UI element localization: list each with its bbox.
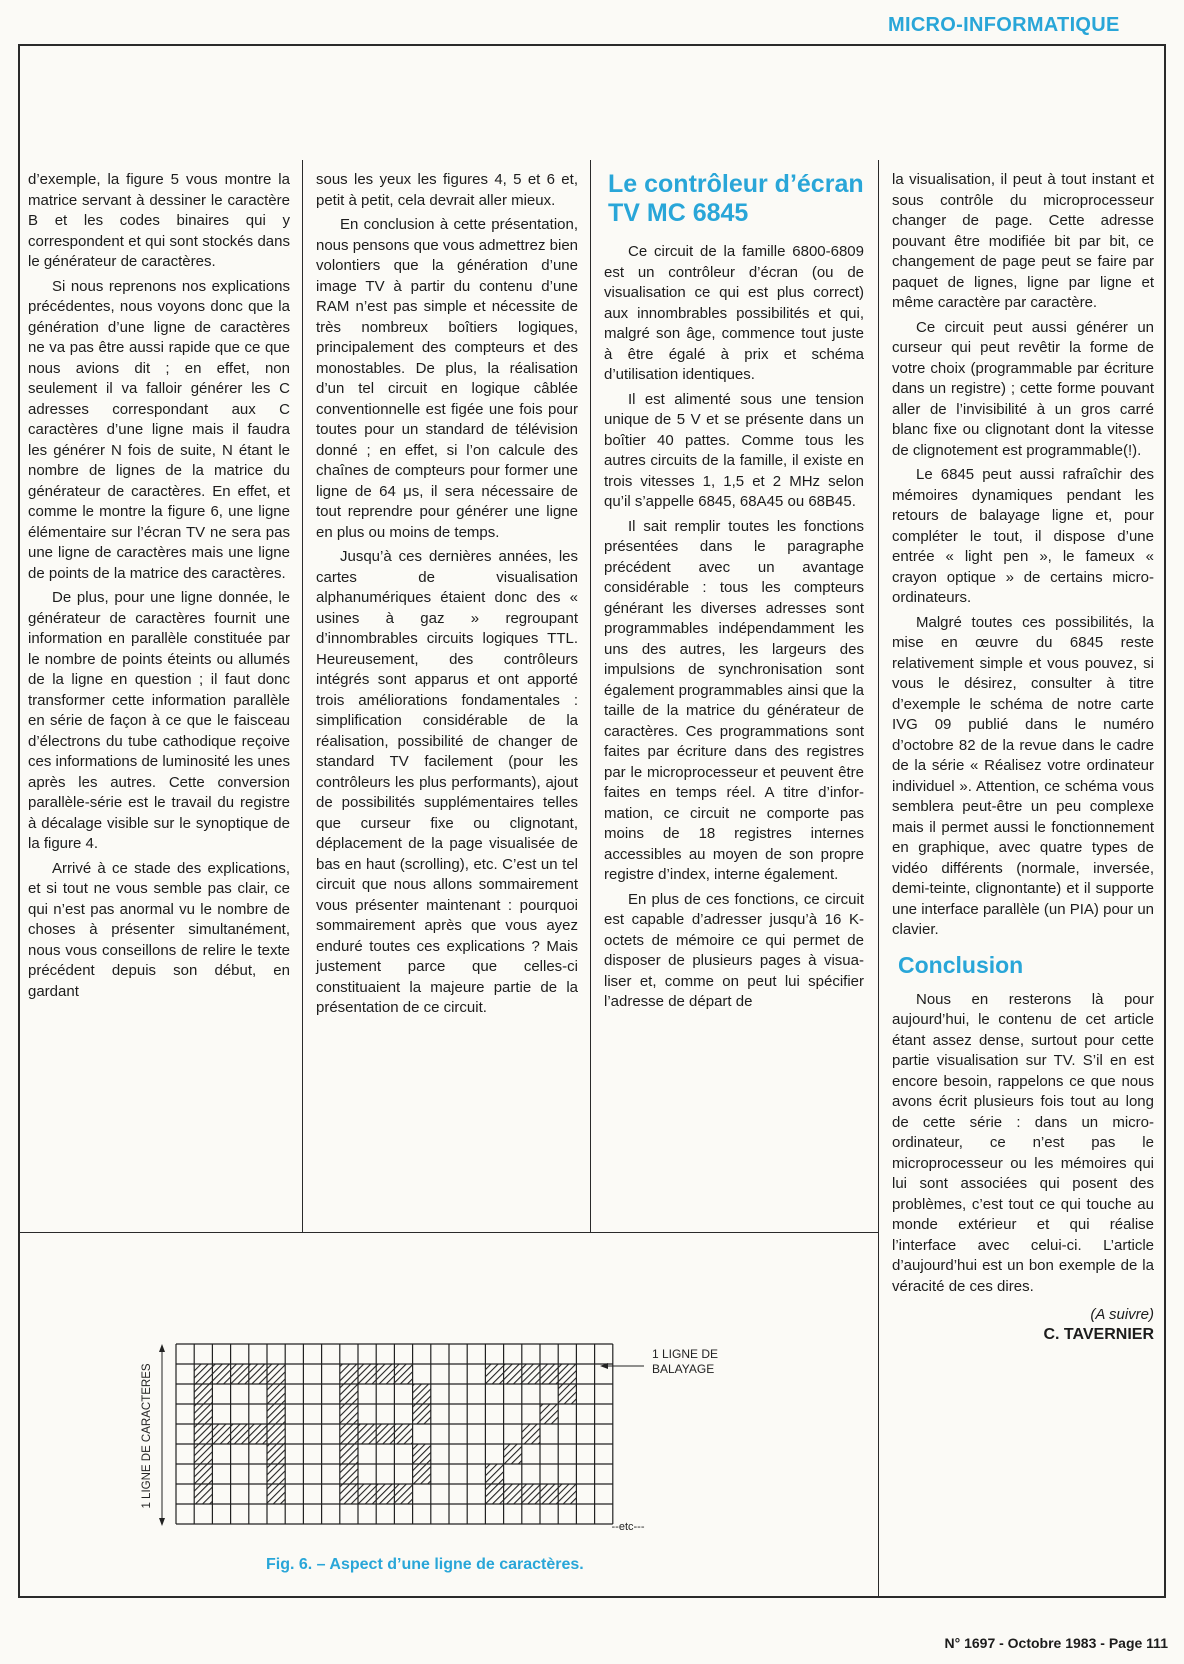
lit-pixel-cell [394, 1364, 412, 1384]
lit-pixel-cell [249, 1364, 267, 1384]
lit-pixel-cell [249, 1424, 267, 1444]
scan-line-label: BALAYAGE [652, 1362, 715, 1376]
lit-pixel-cell [504, 1364, 522, 1384]
paragraph: Arrivé à ce stade des explications, et si tout ne vous semble pas clair, ce qui n’est pas anormal vu le nombre de choses à présenter simultanément, nous vous conseillons de relire le texte précédent depuis son début, en gardant [28, 859, 290, 1000]
lit-pixel-cell [267, 1464, 285, 1484]
lit-pixel-cell [194, 1464, 212, 1484]
lit-pixel-cell [340, 1444, 358, 1464]
lit-pixel-cell [558, 1484, 576, 1504]
lit-pixel-cell [231, 1364, 249, 1384]
page-footer: N° 1697 - Octobre 1983 - Page 111 [944, 1635, 1168, 1651]
lit-pixel-cell [540, 1484, 558, 1504]
column-4 [892, 170, 1154, 1345]
column-rule-2 [590, 160, 591, 1232]
lit-pixel-cell [413, 1384, 431, 1404]
lit-pixel-cell [485, 1464, 503, 1484]
column-2 [316, 170, 578, 1019]
lit-pixel-cell [504, 1444, 522, 1464]
lit-pixel-cell [413, 1444, 431, 1464]
lit-pixel-cell [340, 1464, 358, 1484]
lit-pixel-cell [340, 1424, 358, 1444]
figure-top-rule [18, 1232, 878, 1233]
paragraph: En plus de ces fonctions, ce circuit est capable d’adresser jusqu’à 16 K-octets de mémoire ce qui permet de disposer de plusieurs pages à visualiser et, comme on peut lui spécifier l’adresse de départ de [604, 890, 864, 1010]
lit-pixel-cell [194, 1484, 212, 1504]
lit-pixel-cell [558, 1364, 576, 1384]
lit-pixel-cell [340, 1484, 358, 1504]
lit-pixel-cell [358, 1364, 376, 1384]
column-1 [28, 170, 290, 1002]
lit-pixel-cell [194, 1384, 212, 1404]
lit-pixel-cell [358, 1424, 376, 1444]
lit-pixel-cell [267, 1424, 285, 1444]
lit-pixel-cell [485, 1484, 503, 1504]
lit-pixel-cell [394, 1424, 412, 1444]
y-axis-label: 1 LIGNE DE CARACTERES [141, 1363, 153, 1509]
conclusion-title: Conclusion [898, 951, 1024, 978]
lit-pixel-cell [194, 1404, 212, 1424]
figure-6 [140, 1290, 740, 1530]
lit-pixel-cell [522, 1424, 540, 1444]
paragraph: En conclusion à cette présentation, nous pensons que vous admettrez bien volontiers que la génération d’une image TV à partir du contenu d’une RAM n’est pas simple et nécessite de très nombreux boîtiers logiques, principalement des compteurs et des monostables. De plus, la réalisation d’un tel circuit en logique câblée conventionnelle est figée une fois pour toutes pour un standard de télévision donné ; en effet, si l’on calcule des chaînes de compteurs pour former une ligne de 64 μs, il sera nécessaire de tout reprendre pour générer une ligne en plus ou moins de temps. [316, 216, 578, 541]
paragraph: d’exemple, la figure 5 vous montre la matrice servant à dessiner le caractère B et les codes binaires qui y correspondent et qui sont stockés dans le générateur de caractères. [28, 171, 290, 270]
lit-pixel-cell [485, 1364, 503, 1384]
lit-pixel-cell [267, 1404, 285, 1424]
lit-pixel-cell [558, 1384, 576, 1404]
scan-line-label: 1 LIGNE DE [652, 1347, 719, 1361]
lit-pixel-cell [267, 1384, 285, 1404]
sequel-note: (A suivre) [1090, 1306, 1154, 1323]
etc-label: --etc--- [611, 1521, 645, 1530]
paragraph: Ce circuit peut aussi générer un curseur qui peut revêtir la forme de votre choix (programmable par écriture dans un registre) ; cette forme pouvant aller de l’invisibilité à un gros carré blanc fixe ou clignotant dont la vitesse de clignotement est programmable(!). [892, 318, 1154, 459]
lit-pixel-cell [413, 1464, 431, 1484]
lit-pixel-cell [522, 1484, 540, 1504]
signoff [892, 1305, 1154, 1345]
section-rubric: MICRO-INFORMATIQUE [888, 14, 1120, 36]
column-3 [604, 170, 864, 1013]
paragraph: Ce circuit de la famille 6800-6809 est un contrôleur d’écran (ou de visualisation ce qui est plus correct) aux innombrables possibilités et qui, malgré son âge, commence tout juste à être égalé à prix et schéma d’utilisation identiques. [604, 243, 864, 383]
lit-pixel-cell [522, 1364, 540, 1384]
y-axis-arrow-head-bottom [159, 1518, 165, 1526]
lit-pixel-cell [504, 1484, 522, 1504]
lit-pixel-cell [194, 1424, 212, 1444]
lit-pixel-cell [194, 1444, 212, 1464]
column-rule-3 [878, 160, 879, 1598]
lit-pixel-cell [267, 1484, 285, 1504]
paragraph: Nous en resterons là pour aujourd’hui, le contenu de cet article étant assez dense, surtout pour cette partie visualisation sur TV. S’il en est encore besoin, rappelons ce que nous avons écrit plusieurs fois tout au long de cette série : dans un micro-ordinateur, ce n’est pas le microprocesseur ou les mémoires qui lui sont associées qui posent des problèmes, c’est tout ce qui touche au monde extérieur et qui réalise l’interface avec celui-ci. L’article d’aujourd’hui est un bon exemple de la véracité de ces dires. [892, 990, 1154, 1295]
lit-pixel-cell [376, 1424, 394, 1444]
y-axis-arrow-head-top [159, 1344, 165, 1352]
paragraph: Il sait remplir toutes les fonctions présentées dans le paragraphe précédent avec un avantage considérable : tous les compteurs générant les diverses adresses sont programmables indépendamment les uns des autres, les largeurs des impulsions de synchronisation sont également programmables ainsi que la taille de la matrice du générateur de caractères. Ces programmations sont faites par écriture dans des registres par le microprocesseur et peuvent être faites en temps réel. A titre d’information, ce circuit ne comporte pas moins de 18 registres internes accessibles au moyen de son propre registre d’index, interne également. [604, 517, 864, 883]
paragraph: Si nous reprenons nos explications précédentes, nous voyons donc que la génération d’une ligne de caractères ne va pas être aussi rapide que ce que nous avions dit ; en effet, non seulement il va falloir générer les C adresses correspondant aux C caractères d’une ligne mais il faudra les générer N fois de suite, N étant le nombre de lignes de la matrice du générateur de caractères. En effet, et comme le montre la figure 6, une ligne élémentaire sur l’écran TV ne sera pas une ligne de caractères mais une ligne de points de la matrice des caractères. [28, 277, 290, 582]
paragraph: Il est alimenté sous une tension unique de 5 V et se présente dans un boîtier 40 pattes. Comme tous les autres circuits de la famille, il existe en trois vitesses 1, 1,5 et 2 MHz selon qu’il s’appelle 6845, 68A45 ou 68B45. [604, 390, 864, 510]
paragraph: De plus, pour une ligne donnée, le générateur de caractères fournit une information en parallèle constituée par le nombre de points éteints ou allumés de la ligne en question ; il faut donc transformer cette information parallèle en série de façon à ce que le faisceau d’électrons du tube cathodique reçoive ces informations de luminosité les unes après les autres. Cette conversion parallèle-série est le travail du registre à décalage visible sur le synoptique de la figure 4. [28, 589, 290, 852]
lit-pixel-cell [212, 1364, 230, 1384]
lit-pixel-cell [358, 1484, 376, 1504]
lit-pixel-cell [194, 1364, 212, 1384]
character-line-diagram [140, 1290, 740, 1530]
paragraph: la visualisation, il peut à tout instant et sous contrôle du microprocesseur changer de page. Cette adresse pouvant être modifiée bit par bit, ce changement de page peut se faire par paquet de lignes, ligne par ligne et même caractère par caractère. [892, 171, 1154, 311]
lit-pixel-cell [340, 1384, 358, 1404]
paragraph: Jusqu’à ces dernières années, les cartes de visualisation alphanumériques étaient donc des « usines à gaz » regroupant d’innombrables circuits logiques TTL. Heureusement, des contrôleurs intégrés sont apparus et ont apporté trois améliorations fondamentales : simplification considérable de la réalisation, possibilité de changer de standard TV facilement (pour les contrôleurs les plus performants), ajout de possibilités supplémentaires telles que curseur fixe ou clignotant, déplacement de la page visualisée de bas en haut (scrolling), etc. C’est un tel circuit que nous allons sommairement vous présenter maintenant : pourquoi sommairement après que vous ayez enduré toutes ces explications ? Mais justement parce que celles-ci constituaient la majeure partie de la présentation de ce circuit. [316, 548, 578, 1016]
column-rule-1 [302, 160, 303, 1232]
lit-pixel-cell [340, 1404, 358, 1424]
lit-pixel-cell [267, 1364, 285, 1384]
section-title: Le contrôleur d’écran TV MC 6845 [608, 170, 864, 227]
lit-pixel-cell [212, 1424, 230, 1444]
lit-pixel-cell [540, 1404, 558, 1424]
lit-pixel-cell [340, 1364, 358, 1384]
lit-pixel-cell [376, 1364, 394, 1384]
lit-pixel-cell [376, 1484, 394, 1504]
lit-pixel-cell [394, 1484, 412, 1504]
lit-pixel-cell [231, 1424, 249, 1444]
lit-pixel-cell [267, 1444, 285, 1464]
lit-pixel-cell [540, 1364, 558, 1384]
paragraph: Malgré toutes ces possibilités, la mise en œuvre du 6845 reste relativement simple et vous pouvez, si vous le désirez, consulter à titre d’exemple le schéma de notre carte IVG 09 publié dans le numéro d’octobre 82 de la revue dans le cadre de la série « Réalisez votre ordinateur individuel ». Attention, ce schéma vous semblera peut-être un peu complexe mais il permet aussi le fonctionnement en graphique, avec quatre types de vidéo différents (normale, inversée, demi-teinte, clignontante) et il supporte une interface parallèle (un PIA) pour un clavier. [892, 613, 1154, 938]
paragraph: sous les yeux les figures 4, 5 et 6 et, petit à petit, cela devrait aller mieux. [316, 171, 578, 209]
figure-caption: Fig. 6. – Aspect d’une ligne de caractères. [266, 1556, 584, 1573]
paragraph: Le 6845 peut aussi rafraîchir des mémoires dynamiques pendant les retours de balayage ligne et, pour compléter le tout, il dispose d’une entrée « light pen », le fameux « crayon optique » de certains micro-ordinateurs. [892, 466, 1154, 606]
lit-pixel-cell [413, 1404, 431, 1424]
author-name: C. TAVERNIER [1043, 1326, 1154, 1343]
